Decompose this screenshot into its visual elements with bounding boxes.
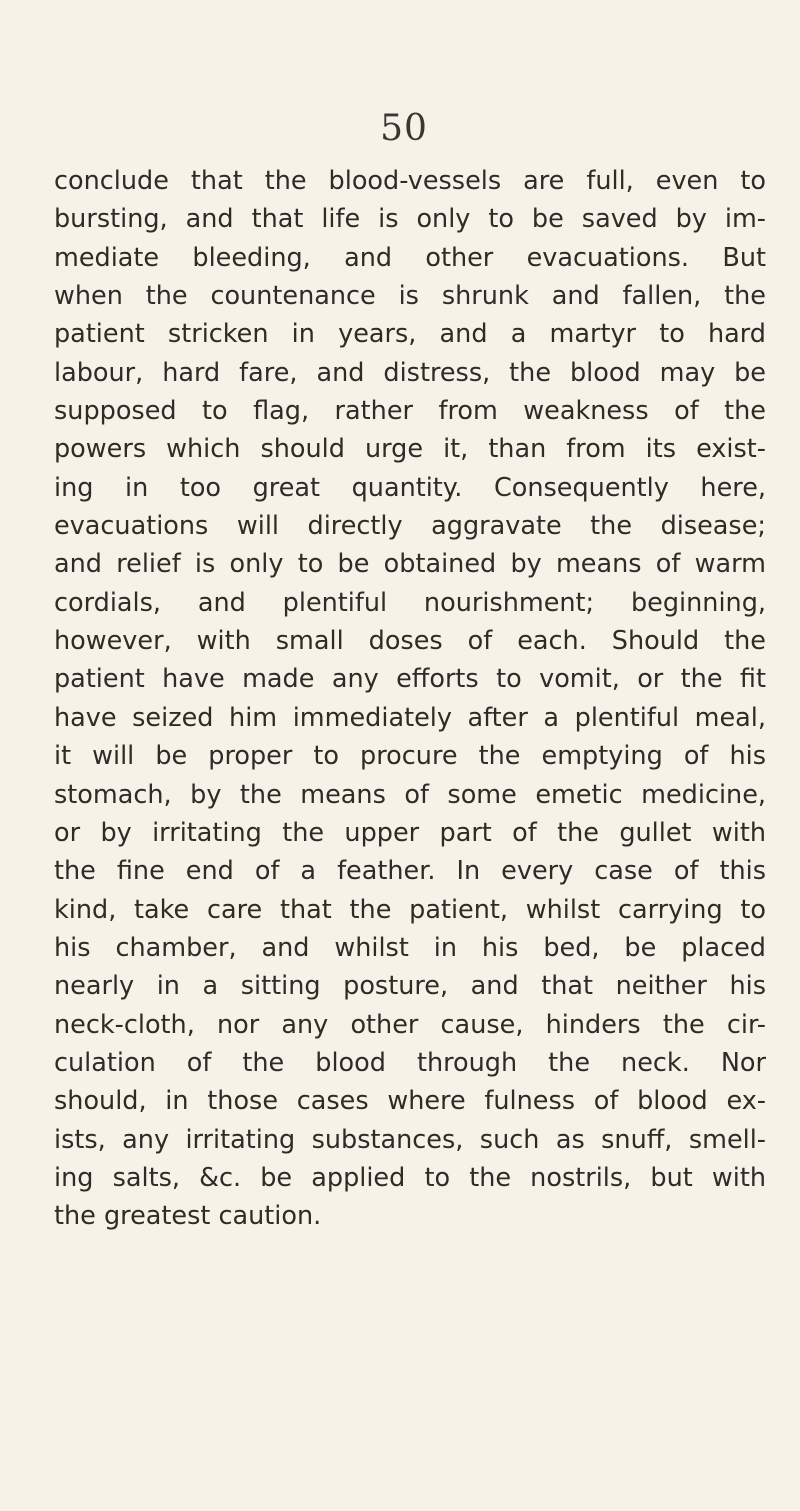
text-line: stomach, by the means of some emetic medicine,	[54, 779, 766, 810]
text-line: it will be proper to procure the emptying of his	[54, 741, 766, 772]
text-line: kind, take care that the patient, whilst carrying to	[54, 894, 766, 925]
text-line: when the countenance is shrunk and fallen, the	[54, 281, 766, 312]
body-text	[54, 162, 766, 1236]
text-line: powers which should urge it, than from its exist-	[54, 434, 766, 465]
text-line: labour, hard fare, and distress, the blood may be	[54, 357, 766, 388]
text-line: nearly in a sitting posture, and that neither his	[54, 971, 766, 1002]
text-line: culation of the blood through the neck. Nor	[54, 1047, 766, 1078]
text-line: evacuations will directly aggravate the disease;	[54, 511, 766, 542]
text-line: the greatest caution.	[54, 1201, 322, 1232]
text-line: have seized him immediately after a plentiful meal,	[54, 702, 766, 733]
text-line: the fine end of a feather. In every case of this	[54, 856, 766, 887]
text-line: conclude that the blood-vessels are full, even to	[54, 166, 766, 196]
text-line: bursting, and that life is only to be saved by im-	[54, 204, 766, 235]
text-line: cordials, and plentiful nourishment; beginning,	[54, 587, 766, 618]
text-line: neck-cloth, nor any other cause, hinders the cir-	[54, 1009, 766, 1040]
text-line: should, in those cases where fulness of blood ex-	[54, 1086, 766, 1117]
text-line: ists, any irritating substances, such as snuff, smell-	[54, 1124, 766, 1155]
text-line: ing salts, &c. be applied to the nostrils, but with	[54, 1162, 766, 1193]
page-number: 50	[380, 108, 428, 149]
text-line: or by irritating the upper part of the gullet with	[54, 817, 766, 848]
text-line: patient have made any efforts to vomit, or the fit	[54, 664, 766, 695]
text-line: mediate bleeding, and other evacuations. But	[54, 242, 766, 273]
text-line: and relief is only to be obtained by means of warm	[54, 549, 766, 580]
text-line: patient stricken in years, and a martyr to hard	[54, 319, 766, 350]
text-line: ing in too great quantity. Consequently here,	[54, 472, 766, 503]
text-line: supposed to flag, rather from weakness of the	[54, 396, 766, 427]
text-line: however, with small doses of each. Should the	[54, 626, 766, 657]
text-line: his chamber, and whilst in his bed, be placed	[54, 932, 766, 963]
